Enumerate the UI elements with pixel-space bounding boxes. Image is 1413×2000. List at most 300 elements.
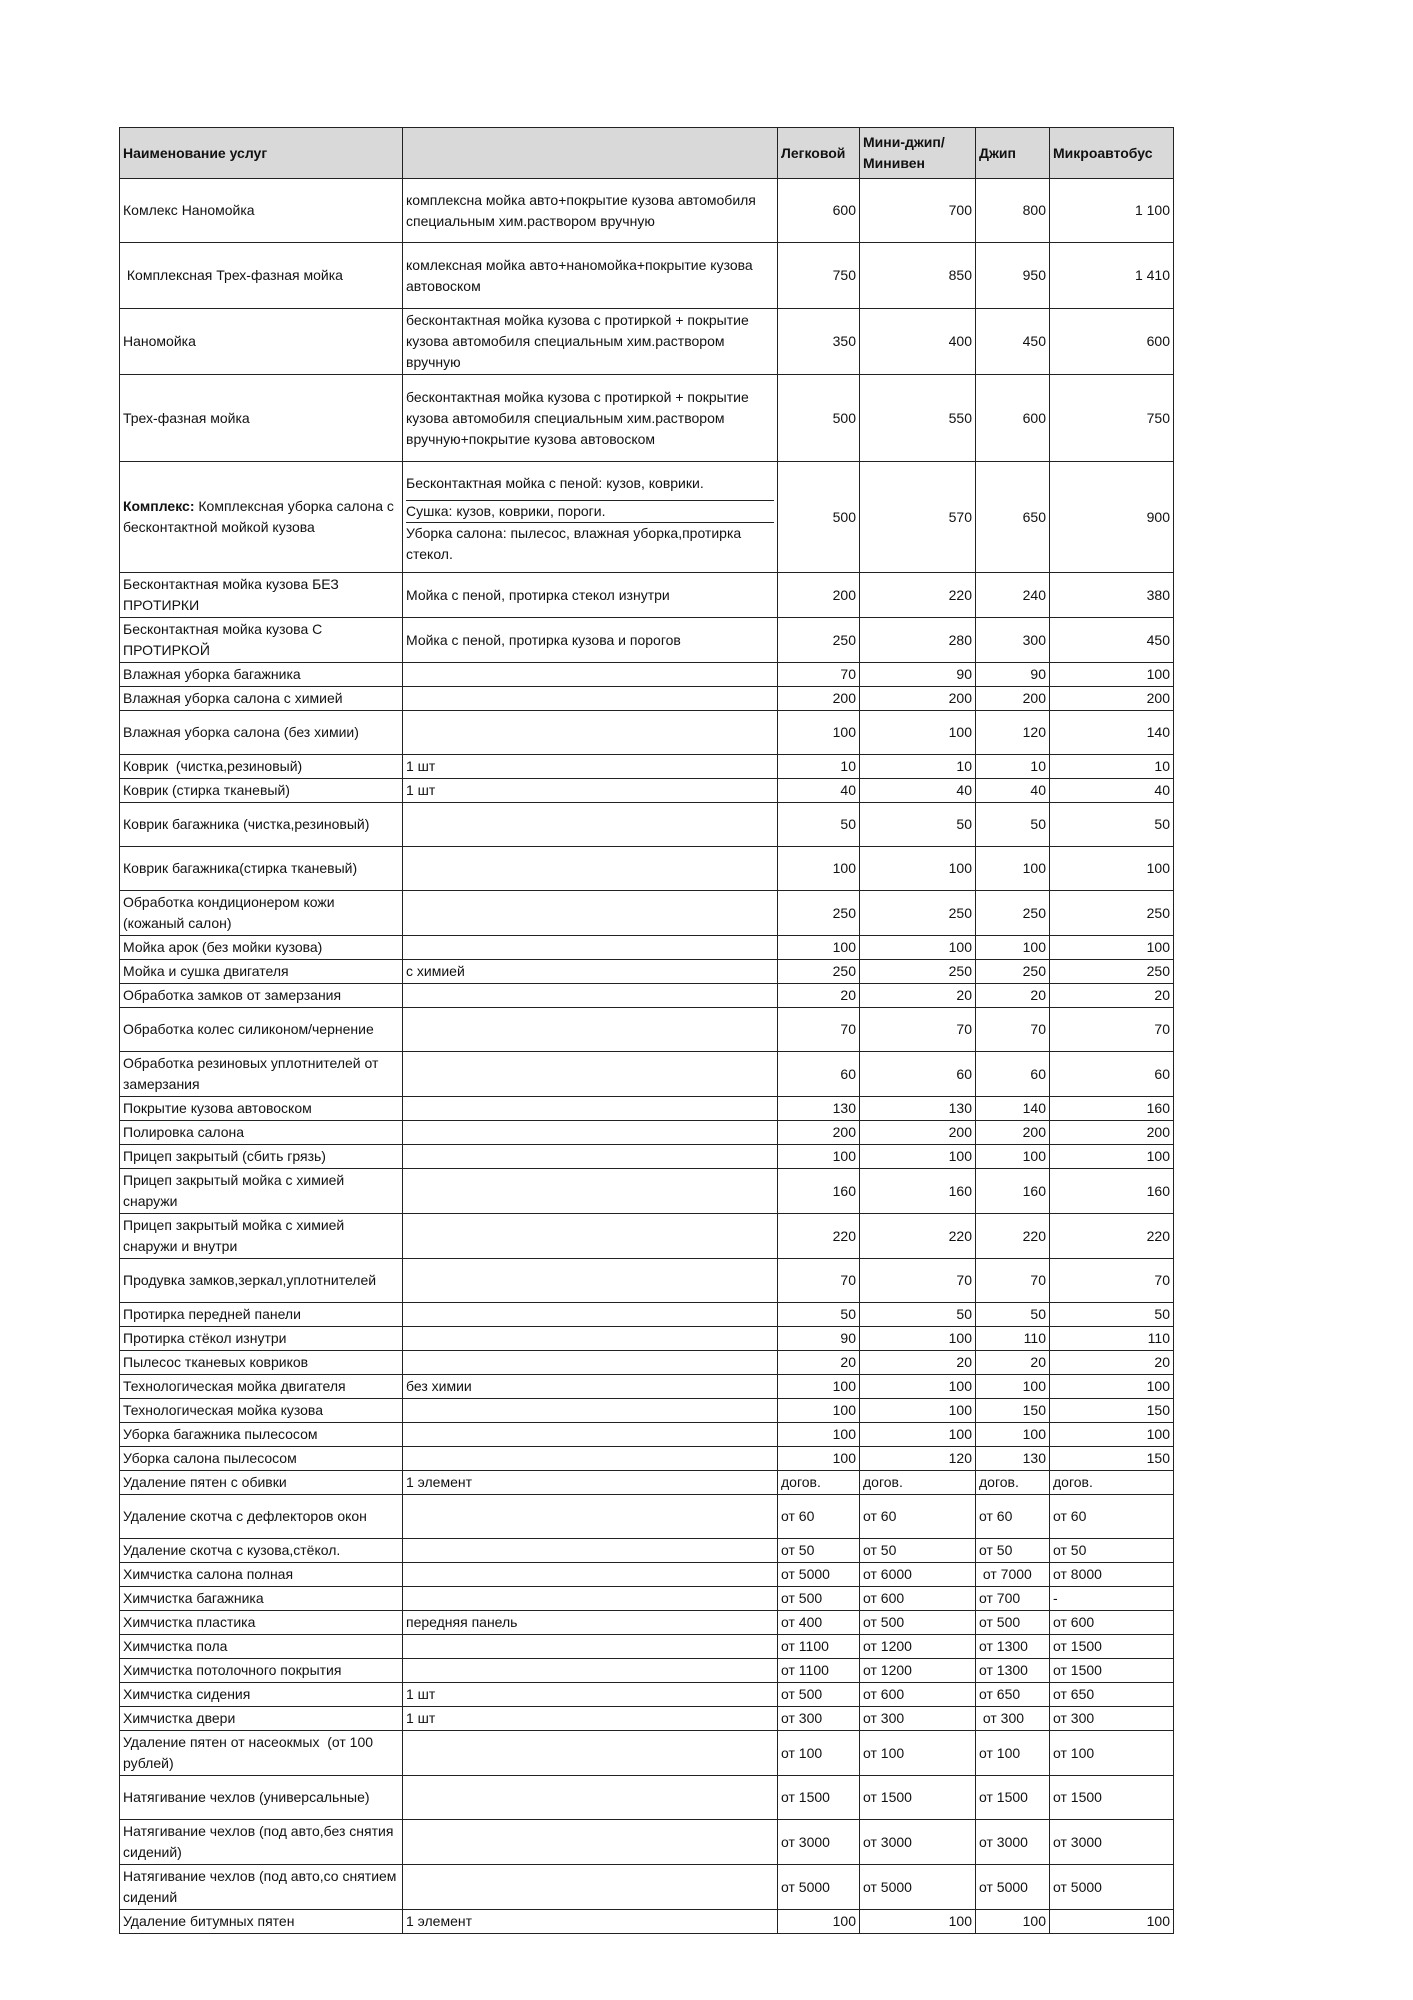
service-description	[403, 711, 778, 755]
service-description	[403, 1121, 778, 1145]
service-description	[403, 1563, 778, 1587]
service-name	[120, 618, 403, 663]
table-row	[120, 1327, 1174, 1351]
price-minibus: 1 410	[1050, 243, 1174, 309]
service-name	[120, 779, 403, 803]
price-jeep: 70	[976, 1259, 1050, 1303]
price-jeep: 200	[976, 687, 1050, 711]
price-jeep: от 1500	[976, 1776, 1050, 1820]
table-row	[120, 1611, 1174, 1635]
service-name-text: Обработка колес силиконом/чернение	[123, 1021, 374, 1037]
service-description	[403, 984, 778, 1008]
service-name-text: Комплексная уборка салона с бесконтактной мойкой кузова	[123, 498, 398, 535]
price-minibus: 100	[1050, 936, 1174, 960]
price-car: 100	[778, 1910, 860, 1934]
table-row	[120, 1259, 1174, 1303]
price-minibus: 20	[1050, 984, 1174, 1008]
service-description	[403, 1145, 778, 1169]
table-header-row	[120, 128, 1174, 179]
price-minibus: от 1500	[1050, 1776, 1174, 1820]
header-description	[403, 128, 778, 179]
price-car: от 400	[778, 1611, 860, 1635]
service-description	[403, 1052, 778, 1097]
price-car: от 5000	[778, 1865, 860, 1910]
price-minivan: 550	[860, 375, 976, 462]
price-minibus: от 50	[1050, 1539, 1174, 1563]
price-minivan: 100	[860, 1423, 976, 1447]
service-name	[120, 847, 403, 891]
service-name	[120, 1707, 403, 1731]
service-description	[403, 803, 778, 847]
service-name	[120, 936, 403, 960]
price-minibus: 70	[1050, 1259, 1174, 1303]
price-minibus: 250	[1050, 891, 1174, 936]
price-car: 100	[778, 711, 860, 755]
table-row	[120, 847, 1174, 891]
service-description: передняя панель	[403, 1611, 778, 1635]
price-jeep: 250	[976, 891, 1050, 936]
price-car: 20	[778, 984, 860, 1008]
table-row	[120, 1351, 1174, 1375]
service-name-text: Натягивание чехлов (под авто,без снятия сидений)	[123, 1823, 398, 1860]
price-jeep: 50	[976, 1303, 1050, 1327]
price-minivan: от 50	[860, 1539, 976, 1563]
service-name	[120, 1097, 403, 1121]
service-description	[403, 936, 778, 960]
service-name	[120, 1052, 403, 1097]
service-description: 1 элемент	[403, 1471, 778, 1495]
table-row	[120, 1776, 1174, 1820]
price-minibus: догов.	[1050, 1471, 1174, 1495]
price-car: 200	[778, 687, 860, 711]
price-car: 100	[778, 936, 860, 960]
service-name	[120, 1635, 403, 1659]
price-jeep: 100	[976, 1145, 1050, 1169]
price-minivan: от 60	[860, 1495, 976, 1539]
price-jeep: от 1300	[976, 1659, 1050, 1683]
service-name-text: Продувка замков,зеркал,уплотнителей	[123, 1272, 377, 1288]
service-name-text: Обработка кондиционером кожи (кожаный салон)	[123, 894, 339, 931]
service-name	[120, 1865, 403, 1910]
price-car: от 1500	[778, 1776, 860, 1820]
price-jeep: 10	[976, 755, 1050, 779]
header-jeep: Джип	[976, 128, 1050, 179]
service-name	[120, 573, 403, 618]
service-name-text: Коврик (стирка тканевый)	[123, 782, 290, 798]
price-car: 250	[778, 960, 860, 984]
service-name-text: Химчистка двери	[123, 1710, 236, 1726]
service-description: Мойка с пеной, протирка кузова и порогов	[403, 618, 778, 663]
table-row	[120, 663, 1174, 687]
service-name-text: Обработка замков от замерзания	[123, 987, 342, 1003]
price-jeep: 100	[976, 847, 1050, 891]
service-name-text: Мойка и сушка двигателя	[123, 963, 289, 979]
service-name-text: Прицеп закрытый (сбить грязь)	[123, 1148, 326, 1164]
price-minivan: 280	[860, 618, 976, 663]
price-jeep: 120	[976, 711, 1050, 755]
service-name-text: Прицеп закрытый мойка с химией снаружи и внутри	[123, 1217, 349, 1254]
price-minivan: 100	[860, 1327, 976, 1351]
price-jeep: от 650	[976, 1683, 1050, 1707]
service-name	[120, 243, 403, 309]
table-row	[120, 1910, 1174, 1934]
price-jeep: от 60	[976, 1495, 1050, 1539]
table-row	[120, 1097, 1174, 1121]
price-minibus: от 8000	[1050, 1563, 1174, 1587]
service-description	[403, 1659, 778, 1683]
service-name-text: Технологическая мойка кузова	[123, 1402, 323, 1418]
price-minivan: 100	[860, 711, 976, 755]
price-car: от 500	[778, 1587, 860, 1611]
price-minivan: 850	[860, 243, 976, 309]
service-description	[403, 1776, 778, 1820]
table-row	[120, 1635, 1174, 1659]
service-name-text: Химчистка пола	[123, 1638, 228, 1654]
price-minibus: 100	[1050, 1145, 1174, 1169]
price-jeep: 650	[976, 462, 1050, 573]
table-row	[120, 960, 1174, 984]
price-minibus: 100	[1050, 1423, 1174, 1447]
price-minibus: 1 100	[1050, 179, 1174, 243]
service-name-text: Технологическая мойка двигателя	[123, 1378, 346, 1394]
table-row	[120, 1683, 1174, 1707]
price-car: 70	[778, 1259, 860, 1303]
service-name	[120, 1423, 403, 1447]
price-car: 100	[778, 1447, 860, 1471]
service-name	[120, 1169, 403, 1214]
service-description	[403, 1587, 778, 1611]
price-minibus: 150	[1050, 1399, 1174, 1423]
price-car: 10	[778, 755, 860, 779]
price-minivan: от 100	[860, 1731, 976, 1776]
price-jeep: от 7000	[976, 1563, 1050, 1587]
service-name	[120, 1776, 403, 1820]
table-row	[120, 462, 1174, 573]
price-minibus: 50	[1050, 1303, 1174, 1327]
price-jeep: 70	[976, 1008, 1050, 1052]
price-minibus: 600	[1050, 309, 1174, 375]
service-name	[120, 1214, 403, 1259]
price-minivan: от 5000	[860, 1865, 976, 1910]
table-row	[120, 1121, 1174, 1145]
price-jeep: 300	[976, 618, 1050, 663]
price-minibus: 100	[1050, 1910, 1174, 1934]
price-minivan: 10	[860, 755, 976, 779]
price-minibus: 450	[1050, 618, 1174, 663]
price-car: 100	[778, 1423, 860, 1447]
price-jeep: 20	[976, 984, 1050, 1008]
price-minivan: 100	[860, 1145, 976, 1169]
service-name	[120, 663, 403, 687]
price-jeep: 800	[976, 179, 1050, 243]
service-name	[120, 755, 403, 779]
service-name-text: Полировка салона	[123, 1124, 245, 1140]
service-description	[403, 687, 778, 711]
price-jeep: 50	[976, 803, 1050, 847]
service-name	[120, 1375, 403, 1399]
price-minivan: 160	[860, 1169, 976, 1214]
price-jeep: 240	[976, 573, 1050, 618]
service-description	[403, 462, 778, 573]
price-minibus: от 60	[1050, 1495, 1174, 1539]
service-name	[120, 803, 403, 847]
service-description	[403, 1447, 778, 1471]
price-car: от 3000	[778, 1820, 860, 1865]
service-name-text: Уборка салона пылесосом	[123, 1450, 297, 1466]
price-minivan: 90	[860, 663, 976, 687]
price-minibus: 60	[1050, 1052, 1174, 1097]
price-car: 50	[778, 1303, 860, 1327]
table-row	[120, 984, 1174, 1008]
price-car: от 300	[778, 1707, 860, 1731]
service-name	[120, 1145, 403, 1169]
price-minivan: 100	[860, 1375, 976, 1399]
service-name	[120, 960, 403, 984]
price-jeep: 220	[976, 1214, 1050, 1259]
service-description	[403, 1214, 778, 1259]
price-minibus: 160	[1050, 1169, 1174, 1214]
price-car: от 100	[778, 1731, 860, 1776]
price-jeep: 40	[976, 779, 1050, 803]
price-jeep: 950	[976, 243, 1050, 309]
service-name-text: Удаление пятен от насеокмых (от 100 рублей)	[123, 1734, 377, 1771]
price-minivan: от 6000	[860, 1563, 976, 1587]
service-name	[120, 1910, 403, 1934]
price-jeep: от 1300	[976, 1635, 1050, 1659]
price-jeep: догов.	[976, 1471, 1050, 1495]
price-minibus: -	[1050, 1587, 1174, 1611]
price-jeep: 200	[976, 1121, 1050, 1145]
price-minibus: 750	[1050, 375, 1174, 462]
price-minibus: 40	[1050, 779, 1174, 803]
service-description: с химией	[403, 960, 778, 984]
price-jeep: 160	[976, 1169, 1050, 1214]
price-minibus: от 1500	[1050, 1635, 1174, 1659]
table-row	[120, 1731, 1174, 1776]
service-name-text: Химчистка салона полная	[123, 1566, 294, 1582]
service-name-text: Влажная уборка салона с химией	[123, 690, 343, 706]
price-minivan: 20	[860, 1351, 976, 1375]
price-minibus: 10	[1050, 755, 1174, 779]
price-minivan: 200	[860, 687, 976, 711]
price-minivan: 100	[860, 1910, 976, 1934]
service-description	[403, 1169, 778, 1214]
service-description: комплексна мойка авто+покрытие кузова автомобиля специальным хим.раствором вручную	[403, 179, 778, 243]
price-car: 100	[778, 847, 860, 891]
price-car: 70	[778, 1008, 860, 1052]
table-row	[120, 1423, 1174, 1447]
table-row	[120, 1399, 1174, 1423]
price-minibus: 250	[1050, 960, 1174, 984]
price-car: от 50	[778, 1539, 860, 1563]
header-car: Легковой	[778, 128, 860, 179]
service-name	[120, 1259, 403, 1303]
service-name	[120, 1471, 403, 1495]
price-jeep: от 500	[976, 1611, 1050, 1635]
table-row	[120, 1539, 1174, 1563]
service-name-text: Прицеп закрытый мойка с химией снаружи	[123, 1172, 349, 1209]
table-row	[120, 1563, 1174, 1587]
price-car: от 1100	[778, 1635, 860, 1659]
description-part: Сушка: кузов, коврики, пороги.	[406, 500, 774, 522]
service-name-text: Мойка арок (без мойки кузова)	[123, 939, 323, 955]
price-minibus: 100	[1050, 663, 1174, 687]
price-minivan: 100	[860, 1399, 976, 1423]
price-minivan: 250	[860, 960, 976, 984]
service-name-text: Натягивание чехлов (под авто,со снятием сидений	[123, 1868, 401, 1905]
service-description: 1 шт	[403, 1707, 778, 1731]
service-name-text: Пылесос тканевых ковриков	[123, 1354, 309, 1370]
price-jeep: 250	[976, 960, 1050, 984]
service-name-text: Химчистка сидения	[123, 1686, 251, 1702]
price-jeep: 100	[976, 1423, 1050, 1447]
price-minivan: 200	[860, 1121, 976, 1145]
price-minibus: 900	[1050, 462, 1174, 573]
header-service-name: Наименование услуг	[120, 128, 403, 179]
table-row	[120, 1587, 1174, 1611]
price-minivan: 50	[860, 803, 976, 847]
service-name	[120, 375, 403, 462]
service-name-text: Бесконтактная мойка кузова БЕЗ ПРОТИРКИ	[123, 576, 343, 613]
price-minivan: 100	[860, 936, 976, 960]
service-description	[403, 663, 778, 687]
price-minibus: 200	[1050, 687, 1174, 711]
price-minibus: 110	[1050, 1327, 1174, 1351]
price-minivan: 130	[860, 1097, 976, 1121]
price-jeep: от 700	[976, 1587, 1050, 1611]
price-minibus: 100	[1050, 847, 1174, 891]
price-jeep: от 300	[976, 1707, 1050, 1731]
service-name-text: Химчистка потолочного покрытия	[123, 1662, 342, 1678]
table-row	[120, 1008, 1174, 1052]
price-jeep: 140	[976, 1097, 1050, 1121]
price-car: 250	[778, 618, 860, 663]
price-minibus: 200	[1050, 1121, 1174, 1145]
price-car: 90	[778, 1327, 860, 1351]
price-car: 20	[778, 1351, 860, 1375]
table-row	[120, 1707, 1174, 1731]
price-jeep: 90	[976, 663, 1050, 687]
price-car: 200	[778, 573, 860, 618]
price-car: 100	[778, 1145, 860, 1169]
price-minivan: от 1500	[860, 1776, 976, 1820]
price-car: догов.	[778, 1471, 860, 1495]
price-minibus: 70	[1050, 1008, 1174, 1052]
price-minivan: 400	[860, 309, 976, 375]
service-description	[403, 1423, 778, 1447]
service-name-text: Удаление скотча с кузова,стёкол.	[123, 1542, 341, 1558]
service-name	[120, 309, 403, 375]
service-name	[120, 1659, 403, 1683]
table-row	[120, 309, 1174, 375]
price-car: от 1100	[778, 1659, 860, 1683]
service-name-text: Удаление битумных пятен	[123, 1913, 295, 1929]
service-name-text: Коврик (чистка,резиновый)	[123, 758, 303, 774]
service-description	[403, 1008, 778, 1052]
price-jeep: от 5000	[976, 1865, 1050, 1910]
service-name	[120, 891, 403, 936]
table-row	[120, 243, 1174, 309]
table-row	[120, 711, 1174, 755]
service-name-text: Влажная уборка салона (без химии)	[123, 724, 359, 740]
service-name-text: Комлекс Наномойка	[123, 202, 255, 218]
price-minibus: 380	[1050, 573, 1174, 618]
service-name-text: Комплексная Трех-фазная мойка	[123, 267, 343, 283]
price-minibus: от 5000	[1050, 1865, 1174, 1910]
table-row	[120, 1145, 1174, 1169]
table-row	[120, 1471, 1174, 1495]
price-minibus: от 1500	[1050, 1659, 1174, 1683]
service-name-text: Уборка багажника пылесосом	[123, 1426, 318, 1442]
service-description	[403, 1399, 778, 1423]
price-minivan: от 600	[860, 1587, 976, 1611]
price-jeep: 150	[976, 1399, 1050, 1423]
service-name-text: Химчистка пластика	[123, 1614, 256, 1630]
price-car: 60	[778, 1052, 860, 1097]
price-jeep: 110	[976, 1327, 1050, 1351]
service-description	[403, 1303, 778, 1327]
service-name-text: Бесконтактная мойка кузова С ПРОТИРКОЙ	[123, 621, 327, 658]
service-name	[120, 1563, 403, 1587]
service-name	[120, 1587, 403, 1611]
service-name-text: Трех-фазная мойка	[123, 409, 250, 426]
table-row	[120, 1865, 1174, 1910]
service-description	[403, 1259, 778, 1303]
service-description	[403, 891, 778, 936]
service-description: бесконтактная мойка кузова с протиркой + покрытие кузова автомобиля специальным хим.раствором вручную+покрытие кузова автовоском	[403, 375, 778, 462]
price-minibus: 20	[1050, 1351, 1174, 1375]
price-car: 100	[778, 1399, 860, 1423]
service-name-text: Влажная уборка багажника	[123, 666, 301, 682]
service-name	[120, 1447, 403, 1471]
service-description	[403, 1539, 778, 1563]
header-minibus: Микроавтобус	[1050, 128, 1174, 179]
price-minivan: от 3000	[860, 1820, 976, 1865]
service-name-text: Коврик багажника (чистка,резиновый)	[123, 816, 370, 832]
service-name	[120, 1495, 403, 1539]
service-description	[403, 1495, 778, 1539]
price-car: 350	[778, 309, 860, 375]
price-minivan: от 1200	[860, 1635, 976, 1659]
table-row	[120, 573, 1174, 618]
price-minivan: 250	[860, 891, 976, 936]
service-name	[120, 1683, 403, 1707]
price-minibus: 220	[1050, 1214, 1174, 1259]
price-jeep: 100	[976, 1375, 1050, 1399]
service-description: 1 шт	[403, 755, 778, 779]
price-jeep: 130	[976, 1447, 1050, 1471]
price-minivan: 220	[860, 573, 976, 618]
price-minibus: от 600	[1050, 1611, 1174, 1635]
service-name-text: Химчистка багажника	[123, 1590, 264, 1606]
service-name-text: Обработка резиновых уплотнителей от замерзания	[123, 1055, 383, 1092]
table-row	[120, 891, 1174, 936]
price-minivan: 20	[860, 984, 976, 1008]
price-minivan: 70	[860, 1259, 976, 1303]
price-minibus: 160	[1050, 1097, 1174, 1121]
price-car: 200	[778, 1121, 860, 1145]
price-minibus: от 100	[1050, 1731, 1174, 1776]
service-description	[403, 1820, 778, 1865]
service-name	[120, 1731, 403, 1776]
service-name	[120, 1121, 403, 1145]
price-car: 750	[778, 243, 860, 309]
table-row	[120, 779, 1174, 803]
price-car: 500	[778, 375, 860, 462]
price-minivan: 50	[860, 1303, 976, 1327]
price-car: 40	[778, 779, 860, 803]
price-car: 100	[778, 1375, 860, 1399]
